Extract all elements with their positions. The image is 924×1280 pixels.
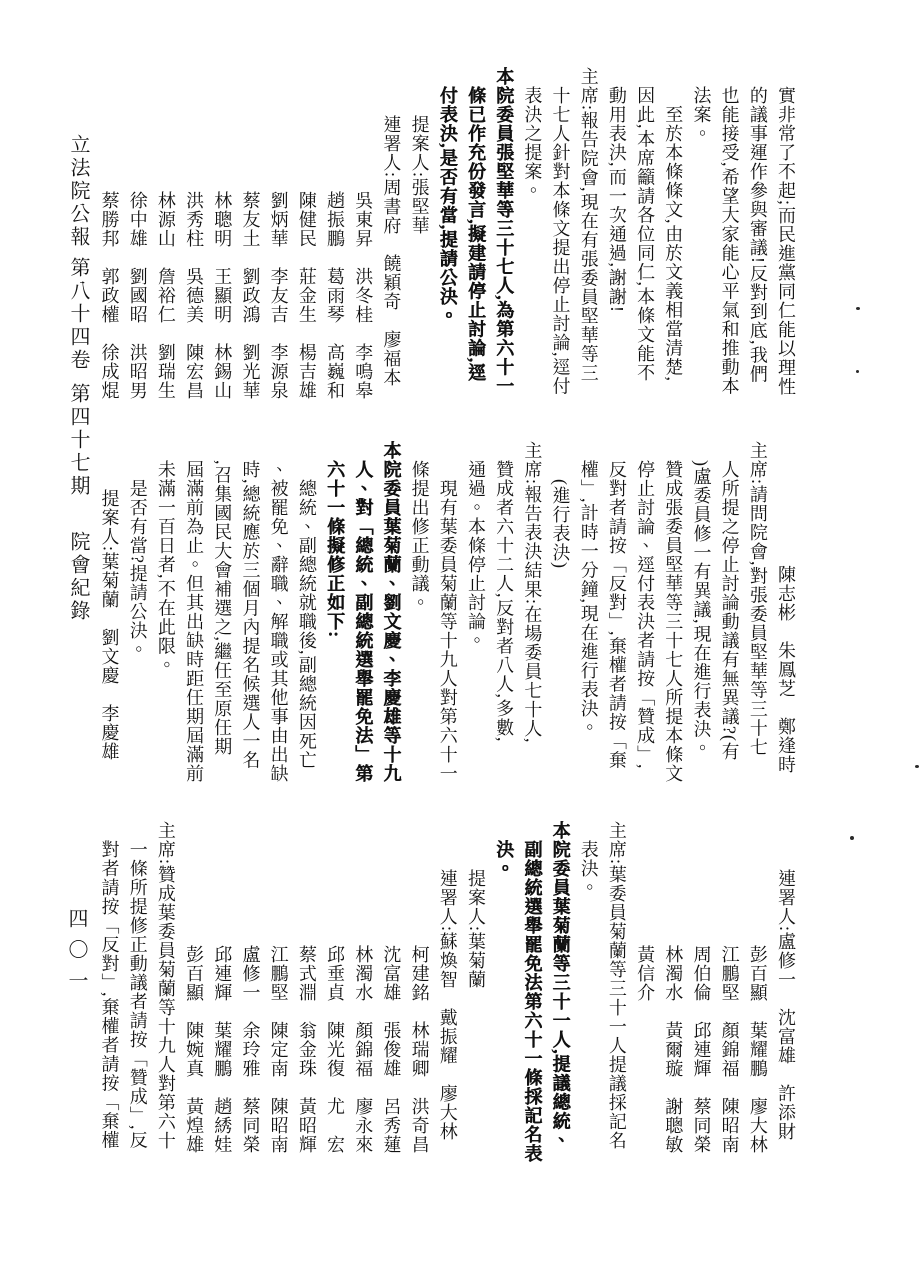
text-block-top (95, 67, 800, 445)
speech-column: 法案。 (691, 86, 712, 143)
statute-column: 屆滿前為止。但其出缺時距任期屆滿前 (184, 460, 205, 783)
names-column: 彭百顯 葉耀鵬 廖大林 (747, 944, 768, 1154)
motion-column: 人、對「總統、副總統選舉罷免法」第 (353, 460, 374, 783)
spine-section: 院會紀錄 (67, 531, 89, 623)
names-column: 陳健民 莊金生 楊吉雄 (296, 190, 317, 400)
statute-column: 、被罷免、辭職、解職或其他事由出缺 (268, 460, 289, 783)
statute-column: 時,總統應於三個月內提名候選人一名 (240, 460, 261, 770)
motion-column: 副總統選舉罷免法第六十一條採記名表 (522, 840, 543, 1163)
speech-column: 十七人針對本條文提出停止討論,逕付 (550, 86, 571, 396)
names-column: 林濁水 黃爾璇 謝聰敏 (663, 944, 684, 1154)
speech-column: 動用表決,而一次通過,謝謝! (606, 86, 627, 313)
names-column: 蔡式淵 翁金珠 黃昭輝 (296, 944, 317, 1154)
names-column: 周伯倫 邱連輝 蔡同榮 (691, 944, 712, 1154)
cosigners-column: 連署人:周書府 饒穎奇 廖福本 (381, 114, 402, 387)
names-column: 洪秀柱 吳德美 陳宏昌 (184, 190, 205, 400)
speech-column: 停止討論、逕付表決者請按「贊成」, (635, 460, 656, 770)
names-column: 陳志彬 朱鳳芝 鄭逢時 (776, 564, 796, 774)
names-column: 沈富雄 張俊雄 呂秀蓮 (381, 944, 402, 1154)
speech-column: 一條所提修正動議者請按「贊成」,反 (127, 840, 148, 1150)
statute-column: ,召集國民大會補選之,繼任至原任期 (212, 460, 233, 756)
names-column: 柯建銘 林瑞卿 洪奇昌 (409, 944, 430, 1154)
names-column: 蔡勝邦 郭政權 徐成焜 (99, 190, 120, 400)
names-column: 徐中雄 劉國昭 洪昭男 (127, 190, 148, 400)
names-column: 邱連輝 葉耀鵬 趙綉娃 (212, 944, 233, 1154)
names-column: 邱垂貞 陳光復 尤 宏 (325, 944, 345, 1154)
speech-column: 也能接受,希望大家能心平氣和推動本 (719, 86, 740, 396)
speaker-column: 主席:贊成葉委員菊蘭等十九人對第六十 (155, 821, 176, 1151)
motion-column: 本院委員葉菊蘭等三十一人,提議總統、 (550, 821, 571, 1150)
motion-column: 本院委員張堅華等三十七人,為第六十一 (494, 67, 515, 396)
speech-column: 表決之提案。 (522, 86, 543, 200)
scan-speck (850, 836, 854, 840)
names-column: 盧修一 余玲雅 蔡同榮 (240, 944, 261, 1154)
names-column: 吳東昇 洪冬桂 李鳴皋 (353, 190, 374, 400)
statute-column: 未滿一百日者,不在此限。 (155, 460, 176, 675)
statute-column: 是否有當?提請公決。 (127, 479, 148, 659)
speech-column: 贊成者六十二人,反對者八人,多數, (494, 460, 515, 743)
speaker-column: 主席:葉委員菊蘭等三十一人提議採記名 (606, 821, 627, 1151)
scan-speck (856, 370, 859, 373)
proposer-column: 提案人:葉菊蘭 劉文慶 李慶雄 (99, 488, 120, 761)
cosigners-column: 連署人:盧修一 沈富雄 許添財 (776, 868, 796, 1141)
speech-column: 實非常了不起;而民進黨同仁能以理性 (776, 86, 796, 397)
speech-column: )盧委員修一有異議,現在進行表決。 (691, 460, 712, 758)
cosigners-column: 連署人:蘇煥智 戴振耀 廖大林 (437, 868, 458, 1141)
page-number: 四〇一 (65, 908, 87, 1001)
proposer-column: 提案人:葉菊蘭 (465, 868, 486, 989)
text-block-middle (95, 441, 800, 819)
names-column: 林源山 詹裕仁 劉瑞生 (155, 190, 176, 400)
spine-issue: 第四十七期 (67, 383, 89, 498)
scan-speck (915, 765, 919, 768)
speech-column: 權」,計時一分鐘,現在進行表決。 (578, 460, 599, 737)
names-column: 彭百顯 陳婉真 黃煌雄 (184, 944, 205, 1154)
speech-column: 人所提之停止討論動議有無異議?(有 (719, 460, 740, 761)
speech-column: 因此,本席籲請各位同仁,本條文能不 (635, 86, 656, 382)
stage-direction-column: (進行表決) (550, 479, 571, 569)
speaker-column: 主席:報告表決結果:在場委員七十人, (522, 441, 543, 744)
scan-speck (856, 307, 860, 310)
motion-column: 決。 (494, 840, 515, 878)
names-column: 林濁水 顏錦福 廖永來 (353, 944, 374, 1154)
motion-column: 付表決,是否有當,提請公決。 (437, 86, 458, 325)
names-column: 蔡友土 劉政鴻 劉光華 (240, 190, 261, 400)
motion-column: 六十一條擬修正如下: (325, 460, 345, 638)
speech-column: 對者請按「反對」,棄權者請按「棄權 (99, 840, 120, 1150)
speech-column: 表決。 (578, 840, 599, 897)
speech-column: 條提出修正動議。 (409, 460, 430, 612)
spine-volume: 第八十四卷 (67, 257, 89, 372)
speech-column: 通過。本條停止討論。 (465, 460, 486, 650)
proposer-column: 提案人:張堅華 (409, 114, 430, 235)
statute-column: 總統、副總統就職後,副總統因死亡 (296, 479, 317, 770)
names-column: 江鵬堅 陳定南 陳昭南 (268, 944, 289, 1154)
motion-column: 條已作充份發言,擬建請停止討論,逕 (465, 86, 486, 382)
speaker-column: 主席:報告院會,現在有張委員堅華等三 (578, 67, 599, 383)
names-column: 江鵬堅 顏錦福 陳昭南 (719, 944, 740, 1154)
speech-column: 反對者請按「反對」,棄權者請按「棄 (606, 460, 627, 770)
speech-column: 贊成張委員堅華等三十七人所提本條文 (663, 460, 684, 783)
names-column: 劉炳華 李友吉 李源泉 (268, 190, 289, 400)
spine-publication-title: 立法院公報 (67, 134, 89, 249)
text-block-bottom (95, 821, 800, 1199)
speech-column: 至於本條條文,由於文義相當清楚, (663, 105, 684, 382)
names-column: 林聰明 王顯明 林錫山 (212, 190, 233, 400)
names-column: 趙振鵬 葛雨琴 高巍和 (325, 190, 345, 400)
speech-column: 的議事運作參與審議!反對到底,我們 (747, 86, 768, 384)
speech-column: 現有葉委員菊蘭等十九人對第六十一 (437, 479, 458, 783)
names-column: 黃信介 (635, 944, 656, 1002)
speaker-column: 主席:請問院會,對張委員堅華等三十七 (747, 441, 768, 757)
motion-column: 本院委員葉菊蘭、劉文慶、李慶雄等十九 (381, 441, 402, 783)
